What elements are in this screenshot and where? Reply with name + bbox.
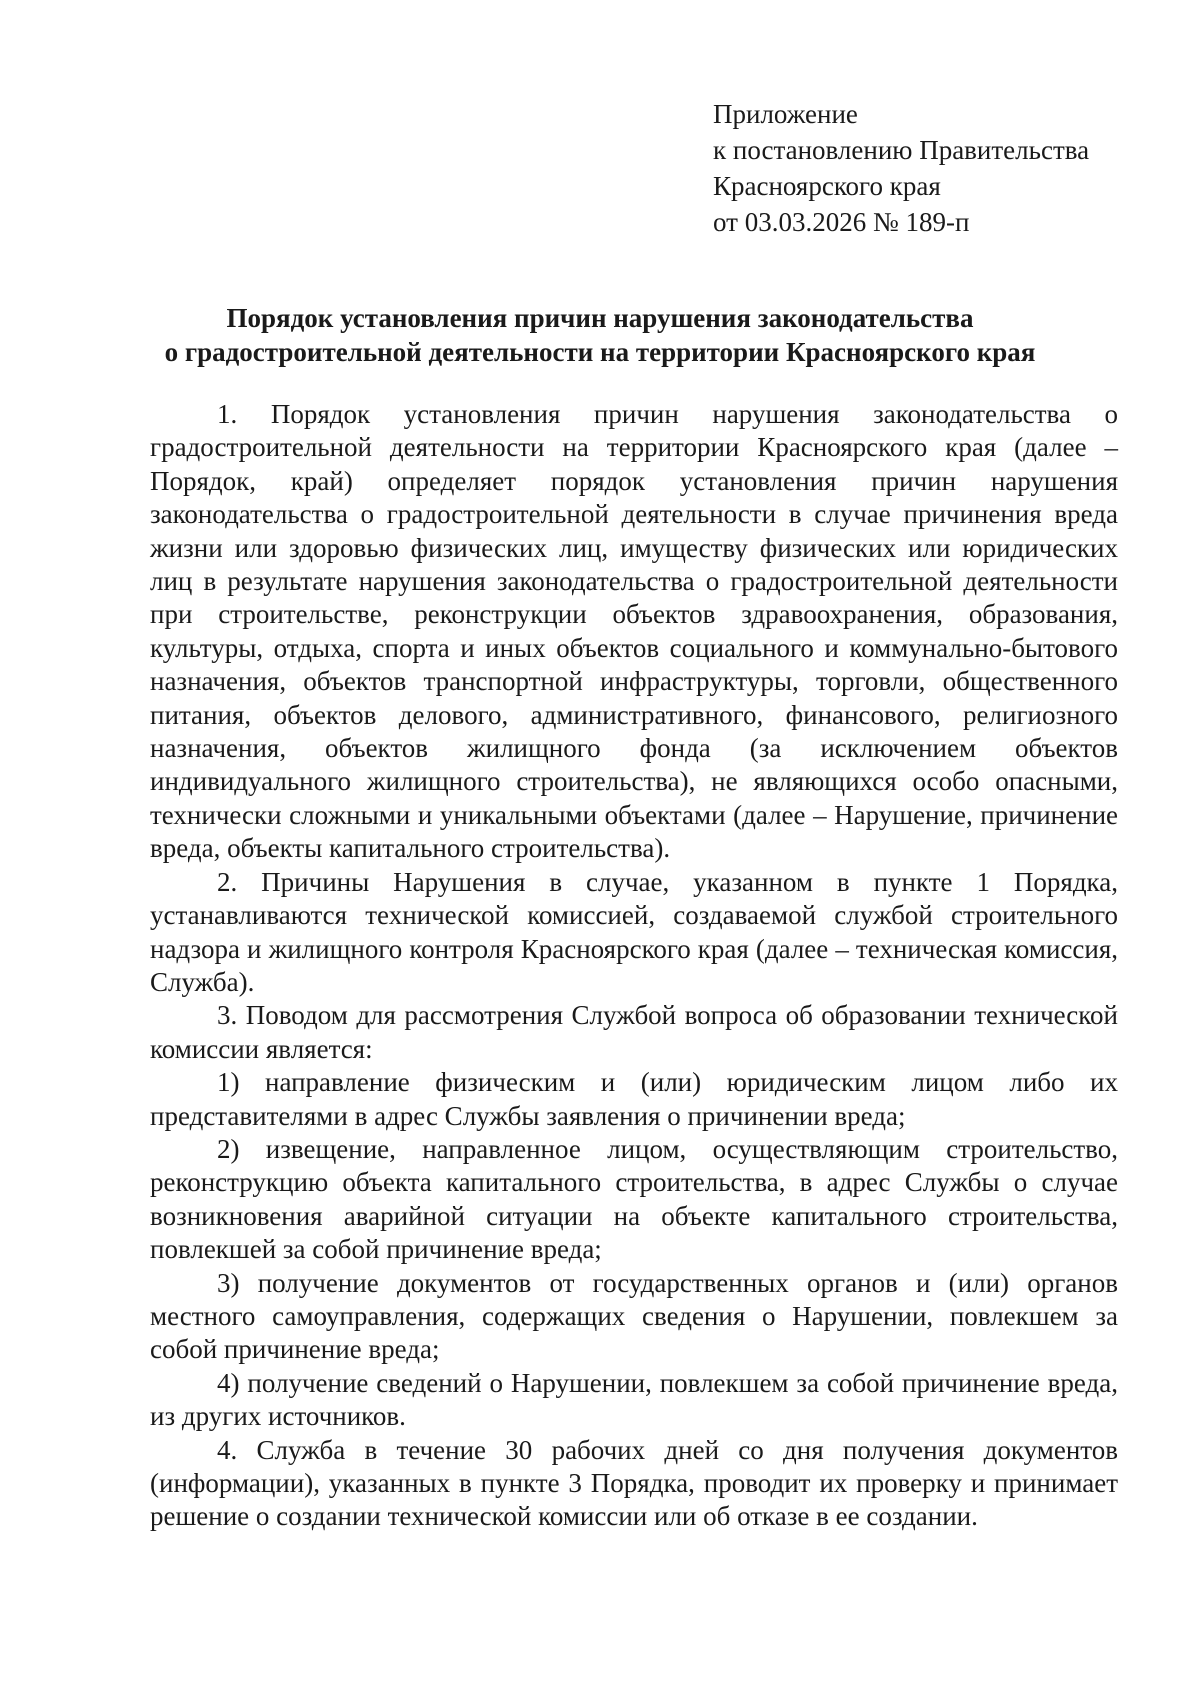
subitem-1: 1) направление физическим и (или) юридическим лицом либо их представителями в адрес Службы заявления о причинении вреда; — [150, 1067, 1118, 1131]
title-line-1: Порядок установления причин нарушения законодательства — [226, 303, 974, 333]
subitem-3: 3) получение документов от государственных органов и (или) органов местного самоуправления, содержащих сведения о Нарушении, повлекшем за собой причинение вреда; — [150, 1267, 1118, 1365]
document-title — [100, 301, 1100, 369]
title-line-2: о градостроительной деятельности на территории Красноярского края — [164, 337, 1036, 367]
appendix-line-2: к постановлению Правительства — [713, 135, 1090, 165]
paragraph-3: 3. Поводом для рассмотрения Службой вопроса об образовании технической комиссии является: — [150, 1000, 1118, 1064]
subitem-4: 4) получение сведений о Нарушении, повлекшем за собой причинение вреда, из других источников. — [150, 1367, 1118, 1432]
appendix-header — [713, 96, 1089, 240]
paragraph-1: 1. Порядок установления причин нарушения законодательства о градостроительной деятельности на территории Красноярского края (далее – Порядок, край) определяет порядок установления причин нарушения законодательства о градостроительной деятельности в случае причинения вреда жизни или здоровью физических лиц, имуществу физических или юридических лиц в результате нарушения законодательства о градостроительной деятельности при строительстве, реконструкции объектов здравоохранения, образования, культуры, отдыха, спорта и иных объектов социального и коммунально-бытового назначения, объектов транспортной инфраструктуры, торговли, общественного питания, объектов делового, административного, финансового, религиозного назначения, объектов жилищного фонда (за исключением объектов индивидуального жилищного строительства), не являющихся особо опасными, технически сложными и уникальными объектами (далее – Нарушение, причинение вреда, объекты капитального строительства). — [150, 399, 1118, 864]
document-body — [150, 398, 1118, 1534]
paragraph-2: 2. Причины Нарушения в случае, указанном в пункте 1 Порядка, устанавливаются технической комиссией, создаваемой службой строительного надзора и жилищного контроля Красноярского края (далее – техническая комиссия, Служба). — [150, 866, 1118, 997]
appendix-line-4: от 03.03.2026 № 189-п — [713, 207, 970, 237]
appendix-line-1: Приложение — [713, 99, 858, 129]
subitem-2: 2) извещение, направленное лицом, осуществляющим строительство, реконструкцию объекта капитального строительства, в адрес Службы о случае возникновения аварийной ситуации на объекте капитального строительства, повлекшей за собой причинение вреда; — [150, 1133, 1118, 1265]
appendix-line-3: Красноярского края — [713, 171, 941, 201]
paragraph-4: 4. Служба в течение 30 рабочих дней со дня получения документов (информации), указанных в пункте 3 Порядка, проводит их проверку и принимает решение о создании технической комиссии или об отказе в ее создании. — [150, 1434, 1118, 1532]
